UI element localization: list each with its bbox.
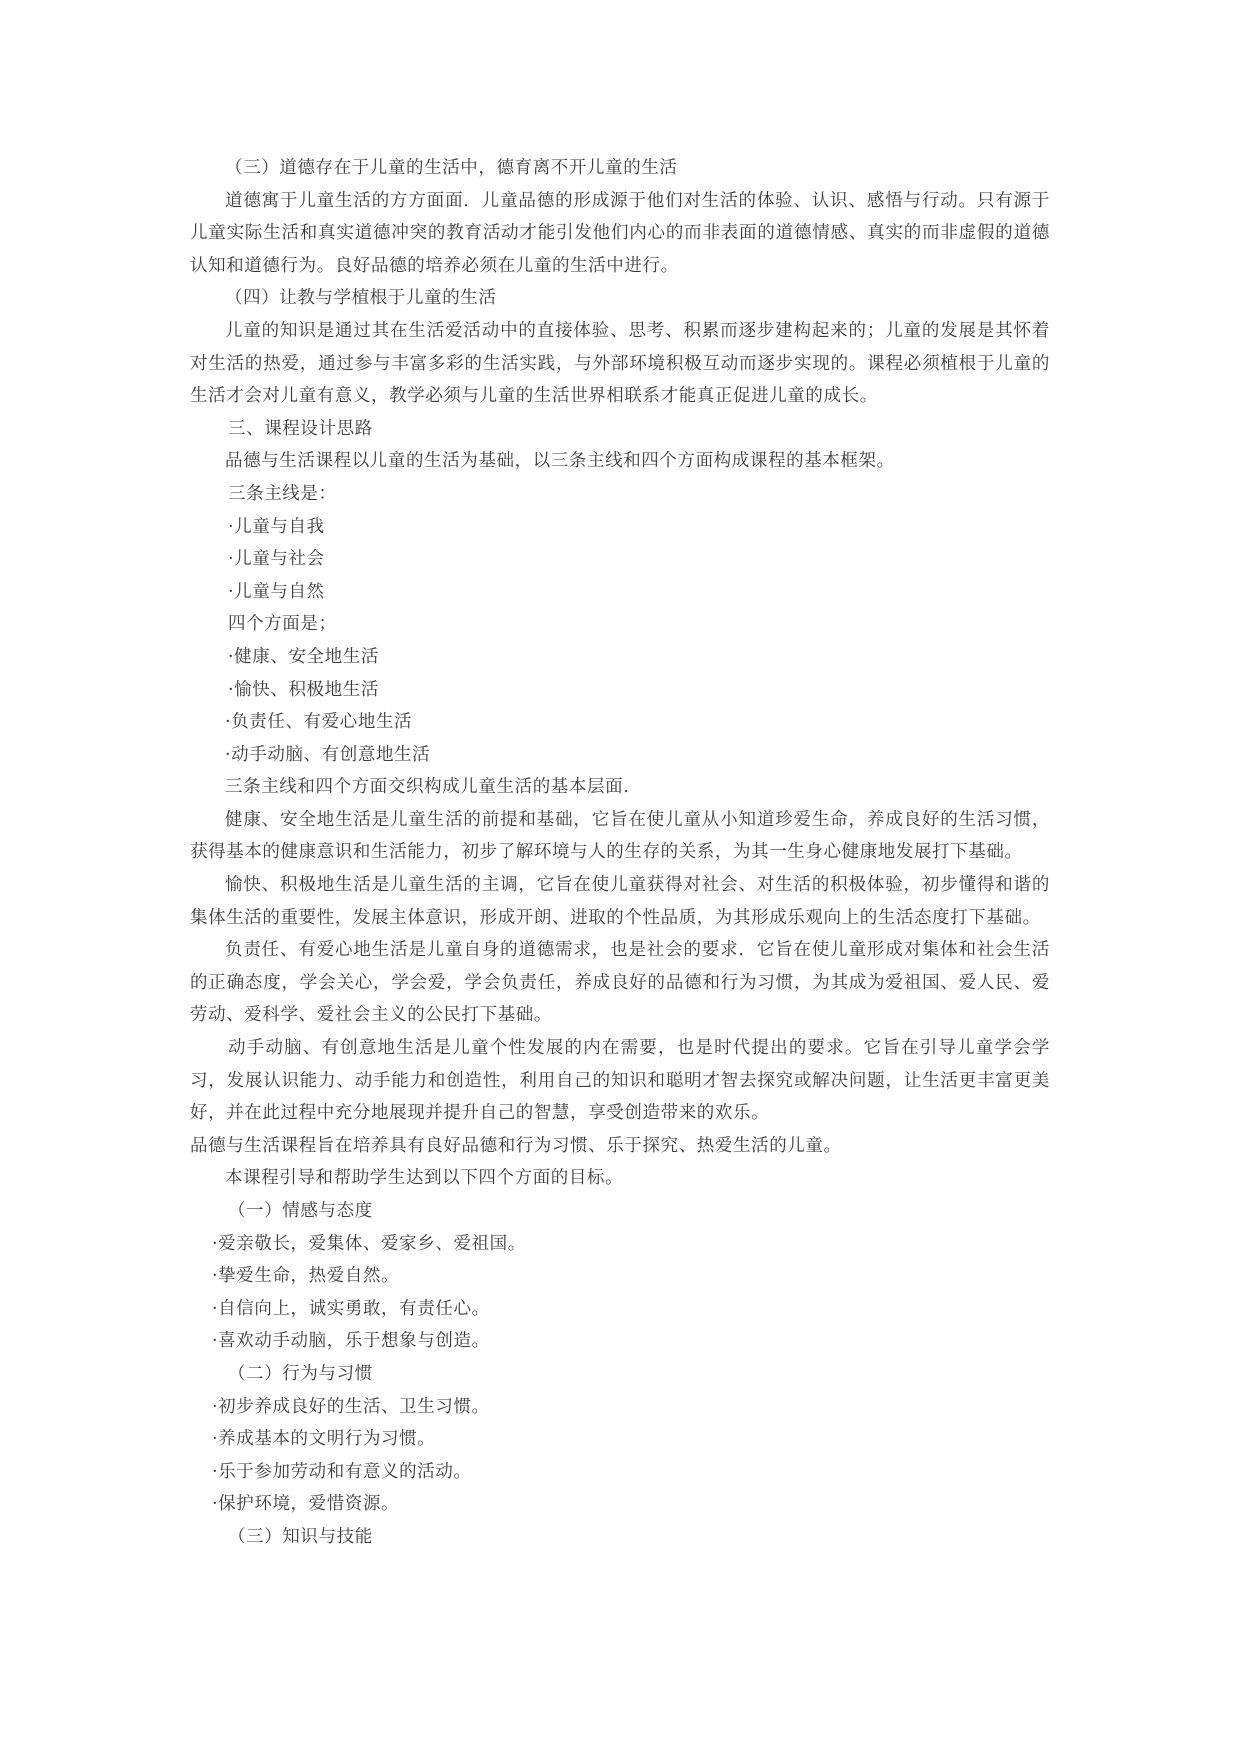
paragraph: ·动手动脑、有创意地生活 xyxy=(225,744,431,765)
paragraph: ·挚爱生命，热爱自然。 xyxy=(212,1266,400,1287)
paragraph: （一）情感与态度 xyxy=(228,1201,373,1221)
paragraph: ·儿童与自我 xyxy=(228,516,325,537)
paragraph: ·爱亲敬长，爱集体、爱家乡、爱祖国。 xyxy=(212,1233,526,1254)
paragraph: （四）让教与学植根于儿童的生活 xyxy=(225,288,497,309)
paragraph: ·儿童与自然 xyxy=(228,581,325,602)
paragraph: （三）知识与技能 xyxy=(228,1526,373,1547)
paragraph: （三）道德存在于儿童的生活中，德育离不开儿童的生活 xyxy=(225,158,678,178)
paragraph: 本课程引导和帮助学生达到以下四个方面的目标。 xyxy=(225,1168,624,1189)
paragraph: ·负责任、有爱心地生活 xyxy=(225,712,413,733)
paragraph: （二）行为与习惯 xyxy=(228,1363,373,1384)
paragraph: ·健康、安全地生活 xyxy=(228,646,379,667)
paragraph: 三条主线和四个方面交织构成儿童生活的基本层面. xyxy=(225,777,630,798)
paragraph: ·初步养成良好的生活、卫生习惯。 xyxy=(212,1396,490,1417)
paragraph: 三、课程设计思路 xyxy=(228,418,373,439)
paragraph: 愉快、积极地生活是儿童生活的主调，它旨在使儿童获得对社会、对生活的积极体验，初步懂得和谐的集体生活的重要性，发展主体意识，形成开朗、进取的个性品质，为其形成乐观向上的生活态度打下基础。 xyxy=(190,875,1050,928)
paragraph: 道德寓于儿童生活的方方面面．儿童品德的形成源于他们对生活的体验、认识、感悟与行动。只有源于儿童实际生活和真实道德冲突的教育活动才能引发他们内心的而非表面的道德情感、真实的而非虚假的道德认知和道德行为。良好品德的培养必须在儿童的生活中进行。 xyxy=(190,190,1050,276)
paragraph: ·自信向上，诚实勇敢，有责任心。 xyxy=(212,1298,490,1319)
paragraph: 动手动脑、有创意地生活是儿童个性发展的内在需要，也是时代提出的要求。它旨在引导儿童学会学习，发展认识能力、动手能力和创造性，利用自己的知识和聪明才智去探究或解决问题，让生活更丰富更美好，并在此过程中充分地展现并提升自己的智慧，享受创造带来的欢乐。 xyxy=(190,1038,1050,1124)
paragraph: 儿童的知识是通过其在生活爱活动中的直接体验、思考、积累而逐步建构起来的；儿童的发展是其怀着对生活的热爱，通过参与丰富多彩的生活实践，与外部环境积极互动而逐步实现的。课程必须植根于儿童的生活才会对儿童有意义，教学必须与儿童的生活世界相联系才能真正促进儿童的成长。 xyxy=(190,320,1050,407)
paragraph: 四个方面是； xyxy=(228,614,337,635)
paragraph: ·保护环境，爱惜资源。 xyxy=(212,1494,400,1515)
paragraph: ·愉快、积极地生活 xyxy=(228,679,379,700)
paragraph: 健康、安全地生活是儿童生活的前提和基础，它旨在使儿童从小知道珍爱生命，养成良好的生活习惯，获得基本的健康意识和生活能力，初步了解环境与人的生存的关系，为其一生身心健康地发展打下基础。 xyxy=(190,809,1050,863)
paragraph: 三条主线是： xyxy=(228,483,337,504)
paragraph: 品德与生活课程以儿童的生活为基础，以三条主线和四个方面构成课程的基本框架。 xyxy=(225,451,895,472)
paragraph: 品德与生活课程旨在培养具有良好品德和行为习惯、乐于探究、热爱生活的儿童。 xyxy=(190,1135,842,1156)
paragraph: ·喜欢动手动脑，乐于想象与创造。 xyxy=(212,1331,490,1352)
document-body xyxy=(190,152,1050,1554)
paragraph: 负责任、有爱心地生活是儿童自身的道德需求，也是社会的要求．它旨在使儿童形成对集体和社会生活的正确态度，学会关心，学会爱，学会负责任，养成良好的品德和行为习惯，为其成为爱祖国、爱人民、爱劳动、爱科学、爱社会主义的公民打下基础。 xyxy=(190,940,1050,1026)
paragraph: ·儿童与社会 xyxy=(228,549,325,570)
paragraph: ·乐于参加劳动和有意义的活动。 xyxy=(212,1461,472,1482)
paragraph: ·养成基本的文明行为习惯。 xyxy=(212,1429,436,1450)
